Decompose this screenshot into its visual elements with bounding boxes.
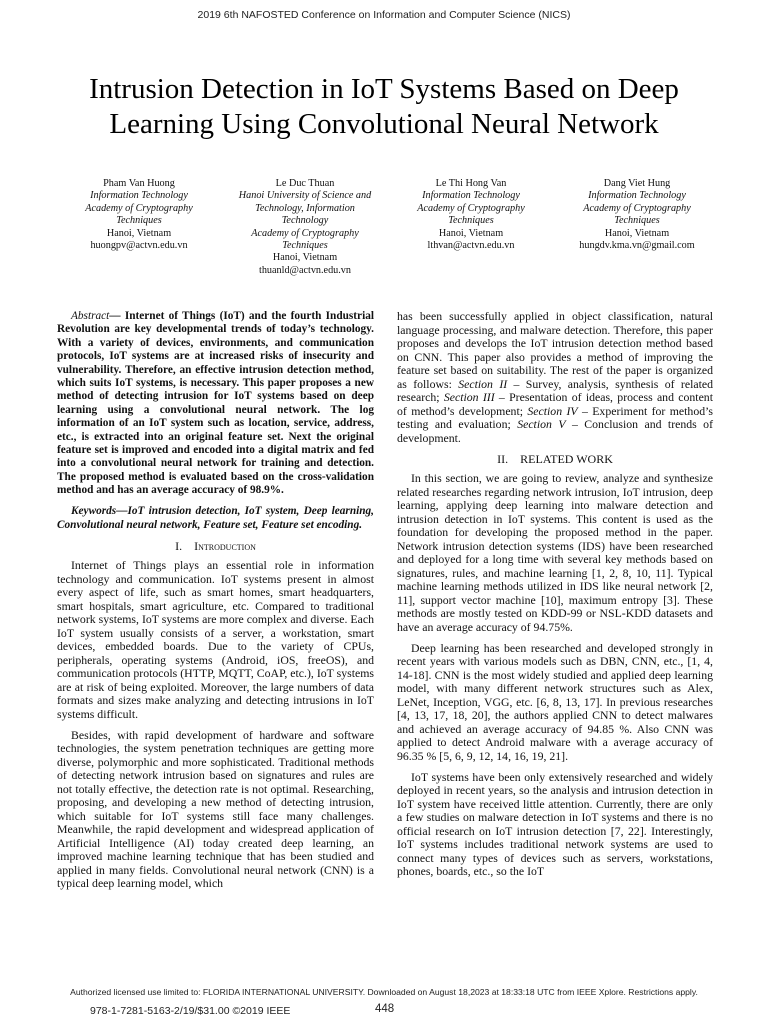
author-name: Le Duc Thuan bbox=[275, 178, 335, 189]
text-run: – Survey, analysis, synthesis of related research; bbox=[397, 376, 713, 404]
author-affiliation: Information Technology bbox=[422, 190, 520, 202]
author-affiliation: Technology bbox=[281, 215, 329, 227]
body-paragraph: Internet of Things plays an essential role in information technology and communication. IoT systems present in almost every aspect of life, such as smart homes, smart headquarters, smart hospitals, smart agriculture, etc. Compared to traditional network systems, IoT systems are more complex and diverse. Each IoT system usually consists of a server, a workstation, smart devices, embedded boards. Due to the variety of CPUs, peripherals, operating systems (Android, iOS, freeOS), and communication protocols (HTTP, MQTT, CoAP, etc.), IoT systems are at risk of being exploited. Moreover, the large numbers of data formats and sizes make analyzing and detecting intrusions in IoT systems difficult. bbox=[57, 558, 374, 721]
author-affiliation: Technology, Information bbox=[255, 202, 355, 214]
text-run: – Conclusion and trends of development. bbox=[397, 417, 714, 445]
author-affiliation: Techniques bbox=[116, 215, 162, 227]
section-heading-introduction bbox=[57, 540, 374, 554]
body-paragraph: Deep learning has been researched and developed strongly in recent years with various models such as DBN, CNN, etc., [1, 4, 14-18]. CNN is the most widely studied and applied deep learning model, with many different network structures such as Alex, LeNet, Inception, VGG, etc. [6, 8, 13, 17]. In previous researches [4, 13, 17, 18, 20], the authors applied CNN to detect malwares and achieved an average accuracy of 94.85 %. Also CNN was applied to detect Android malware with a average accuracy of 96.35 % [5, 6, 9, 12, 14, 16, 19, 21]. bbox=[397, 640, 713, 763]
author-affiliation: Academy of Cryptography bbox=[85, 202, 193, 214]
keywords: Keywords—IoT intrusion detection, IoT system, Deep learning, Convolutional neural network, Feature set, Feature set encoding. bbox=[57, 505, 374, 531]
author-email: huongpv@actvn.edu.vn bbox=[90, 240, 188, 252]
author-name: Pham Van Huong bbox=[103, 178, 175, 189]
author-email: lthvan@actvn.edu.vn bbox=[427, 240, 515, 252]
title-line-2: Learning Using Convolutional Neural Network bbox=[109, 108, 659, 140]
body-paragraph: IoT systems have been only extensively researched and widely deployed in recent years, so the analysis and intrusion detection in IoT system have received little attention. Currently, there are only a few studies on malware detection in IoT systems and there is no official research on IoT intrusion detection [7, 22]. Interestingly, IoT systems includes traditional network systems are used to connect many types of devices such as servers, workstations, phones, boards, etc., so the IoT bbox=[397, 769, 713, 878]
section-heading-related-work bbox=[397, 453, 713, 467]
author-location: Hanoi, Vietnam bbox=[604, 227, 670, 239]
section-number: II. bbox=[497, 451, 509, 466]
isbn-copyright: 978-1-7281-5163-2/19/$31.00 ©2019 IEEE bbox=[90, 1005, 291, 1017]
author-1 bbox=[58, 178, 220, 277]
author-name: Dang Viet Hung bbox=[603, 178, 671, 189]
author-affiliation: Academy of Cryptography bbox=[417, 202, 525, 214]
body-paragraph bbox=[397, 310, 713, 445]
author-affiliation: Academy of Cryptography bbox=[583, 202, 691, 214]
author-affiliation: Academy of Cryptography bbox=[251, 227, 359, 239]
author-affiliation: Techniques bbox=[614, 215, 660, 227]
author-location: Hanoi, Vietnam bbox=[438, 227, 504, 239]
text-run: has been successfully applied in object classification, natural language processing, and malware detection. Therefore, this paper proposes and develops the IoT intrusion detection method based on CNN. This paper also provides a method of improving the feature set based on suitability. The rest of the paper is organized as follows: bbox=[397, 309, 713, 391]
section-title: Introduction bbox=[194, 538, 256, 553]
right-column bbox=[397, 310, 713, 886]
author-affiliation: Information Technology bbox=[588, 190, 686, 202]
author-4 bbox=[556, 178, 718, 277]
page-number: 448 bbox=[375, 1003, 395, 1015]
author-block bbox=[58, 178, 718, 277]
license-notice: Authorized licensed use limited to: FLORIDA INTERNATIONAL UNIVERSITY. Downloaded on August 18,2023 at 18:33:18 UTC from IEEE Xplore. Restrictions apply. bbox=[70, 987, 698, 997]
author-affiliation: Hanoi University of Science and bbox=[238, 190, 372, 202]
author-2 bbox=[224, 178, 386, 277]
paper-title bbox=[40, 72, 728, 142]
section-number: I. bbox=[175, 538, 183, 553]
author-affiliation: Techniques bbox=[282, 240, 328, 252]
abstract-lead: Abstract bbox=[71, 310, 110, 322]
body-paragraph: Besides, with rapid development of hardware and software technologies, the system penetration techniques are getting more diverse, polymorphic and more sophisticated. Traditional methods of detecting network intrusion based on signatures and rules are not totally effective, the detection rate is not optimal. Researching, proposing, and developing a new method of detecting intrusion, which suitable for IoT systems still face many challenges. Meanwhile, the rapid development and widespread application of Artificial Intelligence (AI) today created deep learning, an improved machine learning technique that has been studied and applied in many fields. Convolutional neural network (CNN) is a typical deep learning model, which bbox=[57, 727, 374, 891]
section-ref: Section III bbox=[443, 390, 495, 404]
title-line-1: Intrusion Detection in IoT Systems Based on Deep bbox=[89, 73, 679, 105]
section-title: RELATED WORK bbox=[520, 451, 613, 466]
author-affiliation: Techniques bbox=[448, 215, 494, 227]
section-ref: Section IV bbox=[527, 403, 578, 418]
text-run: – Presentation of ideas, process and content of method’s development; bbox=[397, 390, 713, 418]
section-ref: Section II bbox=[458, 376, 508, 391]
author-affiliation: Information Technology bbox=[90, 190, 188, 202]
author-location: Hanoi, Vietnam bbox=[106, 227, 172, 239]
left-column bbox=[57, 310, 374, 898]
body-paragraph: In this section, we are going to review, analyze and synthesize related researches regarding network intrusion, IoT intrusion, deep learning, applying deep learning into malware detection and intrusion detection in IoT systems. This content is used as the foundation for developing the proposed method in the paper. Network intrusion detection systems (IDS) have been researched and deployed for a long time with several key methods based on signatures, rules, and machine learning [1, 2, 8, 10, 11]. Typical machine learning methods utilized in IDS like neural network [2, 11], support vector machine [10], maximum entropy [3]. These methods are mostly tested on KDD-99 or NSL-KDD datasets and have an average accuracy of 94.75%. bbox=[397, 471, 713, 634]
abstract-body: — Internet of Things (IoT) and the fourth Industrial Revolution are key developmental trends of today’s technology. With a variety of devices, environments, and communication protocols, IoT systems are at increased risks of insecurity and vulnerability. Therefore, an effective intrusion detection method, which suits IoT systems, is necessary. This paper proposes a new method of detecting intrusion for IoT systems based on deep learning using a convolutional neural network. The log information of an IoT system such as location, service, address, etc., is extracted into an original feature set. Next the original feature set is improved and encoded into a digital matrix and fed into a convolutional neural network for training and detection. The proposed method is evaluated based on the cross-validation method and has an average accuracy of 98.9%. bbox=[57, 310, 374, 497]
author-email: hungdv.kma.vn@gmail.com bbox=[579, 240, 695, 252]
author-3 bbox=[390, 178, 552, 277]
conference-header: 2019 6th NAFOSTED Conference on Information and Computer Science (NICS) bbox=[197, 9, 571, 21]
author-name: Le Thi Hong Van bbox=[435, 178, 507, 189]
author-email: thuanld@actvn.edu.vn bbox=[259, 264, 351, 276]
section-ref: Section V bbox=[517, 417, 566, 431]
abstract bbox=[57, 310, 374, 498]
author-location: Hanoi, Vietnam bbox=[272, 252, 338, 264]
text-run: – Experiment for method’s testing and evaluation; bbox=[397, 403, 713, 431]
